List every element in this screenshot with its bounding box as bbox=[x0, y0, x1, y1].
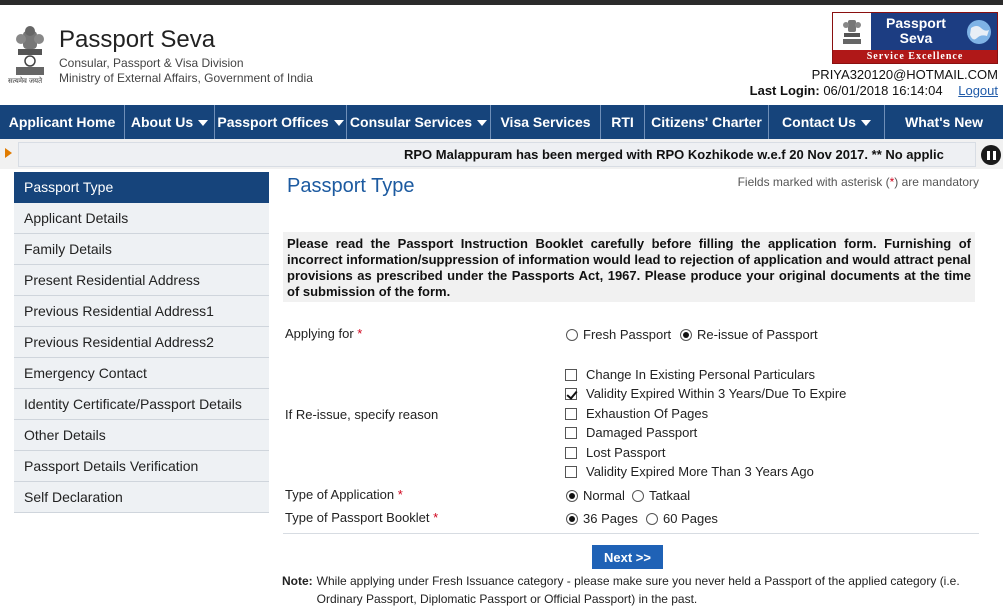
radio-button-selected[interactable] bbox=[680, 329, 692, 341]
nav-consular-services[interactable]: Consular Services bbox=[347, 105, 491, 139]
checkbox-checked[interactable] bbox=[565, 388, 577, 400]
reissue-reason-label: If Re-issue, specify reason bbox=[285, 407, 439, 422]
radio-button[interactable] bbox=[566, 329, 578, 341]
radio-reissue-passport[interactable]: Re-issue of Passport bbox=[680, 327, 818, 342]
last-login-label: Last Login: bbox=[749, 83, 820, 98]
news-ticker bbox=[0, 139, 1003, 169]
chevron-down-icon bbox=[861, 120, 871, 126]
radio-tatkaal[interactable]: Tatkaal bbox=[632, 488, 690, 503]
news-ticker-text: RPO Malappuram has been merged with RPO Kozhikode w.e.f 20 Nov 2017. ** No applic bbox=[404, 147, 944, 162]
application-type-label: Type of Application * bbox=[285, 487, 403, 502]
checkbox-lost-passport[interactable]: Lost Passport bbox=[565, 445, 666, 460]
sidebar-item-emergency-contact[interactable]: Emergency Contact bbox=[14, 358, 269, 389]
checkbox[interactable] bbox=[565, 466, 577, 478]
checkbox-validity-expired-within-3y[interactable]: Validity Expired Within 3 Years/Due To Expire bbox=[565, 386, 846, 401]
radio-button[interactable] bbox=[632, 490, 644, 502]
logo-line-seva: Seva bbox=[899, 30, 933, 46]
sidebar-item-passport-verification[interactable]: Passport Details Verification bbox=[14, 451, 269, 482]
site-subtitle-ministry: Ministry of External Affairs, Government of India bbox=[59, 71, 313, 85]
checkbox[interactable] bbox=[565, 447, 577, 459]
user-email: PRIYA320120@HOTMAIL.COM bbox=[811, 67, 998, 82]
nav-citizens-charter[interactable]: Citizens' Charter bbox=[645, 105, 769, 139]
checkbox[interactable] bbox=[565, 408, 577, 420]
logo-tagline: Service Excellence bbox=[866, 51, 964, 62]
chevron-down-icon bbox=[198, 120, 208, 126]
mandatory-note: Fields marked with asterisk (*) are mandatory bbox=[737, 175, 979, 189]
checkbox-validity-expired-over-3y[interactable]: Validity Expired More Than 3 Years Ago bbox=[565, 464, 814, 479]
nav-applicant-home[interactable]: Applicant Home bbox=[0, 105, 125, 139]
checkbox-exhaustion-of-pages[interactable]: Exhaustion Of Pages bbox=[565, 406, 708, 421]
logo-line-passport: Passport bbox=[886, 15, 946, 31]
top-bar bbox=[0, 0, 1003, 5]
sidebar-item-identity-certificate[interactable]: Identity Certificate/Passport Details bbox=[14, 389, 269, 420]
site-subtitle-division: Consular, Passport & Visa Division bbox=[59, 56, 244, 70]
radio-60-pages[interactable]: 60 Pages bbox=[646, 511, 718, 526]
logo-emblem-icon bbox=[833, 13, 871, 50]
radio-button[interactable] bbox=[646, 513, 658, 525]
next-button[interactable]: Next >> bbox=[592, 545, 663, 569]
form-steps-sidebar bbox=[14, 172, 269, 513]
play-arrow-icon bbox=[5, 148, 12, 158]
applying-for-label: Applying for * bbox=[285, 326, 363, 341]
nav-about-us[interactable]: About Us bbox=[125, 105, 215, 139]
sidebar-item-applicant-details[interactable]: Applicant Details bbox=[14, 203, 269, 234]
page-title: Passport Type bbox=[287, 175, 415, 197]
radio-button-selected[interactable] bbox=[566, 513, 578, 525]
nav-passport-offices[interactable]: Passport Offices bbox=[215, 105, 347, 139]
chevron-down-icon bbox=[477, 120, 487, 126]
last-login bbox=[750, 83, 998, 98]
site-title: Passport Seva bbox=[59, 26, 216, 53]
instructions-box: Please read the Passport Instruction Booklet carefully before filling the application form. Furnishing of incorrect information/suppression of information would lead to rejection of application and would attract penal provisions as prescribed under the Passports Act, 1967. Please produce your original documents at the time of submission of the form. bbox=[283, 232, 975, 302]
checkbox-damaged-passport[interactable]: Damaged Passport bbox=[565, 425, 697, 440]
radio-36-pages[interactable]: 36 Pages bbox=[566, 511, 638, 526]
checkbox-change-particulars[interactable]: Change In Existing Personal Particulars bbox=[565, 367, 815, 382]
sidebar-item-other-details[interactable]: Other Details bbox=[14, 420, 269, 451]
nav-visa-services[interactable]: Visa Services bbox=[491, 105, 601, 139]
nav-whats-new[interactable]: What's New bbox=[904, 114, 983, 130]
radio-normal[interactable]: Normal bbox=[566, 488, 625, 503]
radio-fresh-passport[interactable]: Fresh Passport bbox=[566, 327, 671, 342]
news-ticker-box bbox=[18, 142, 976, 167]
fresh-issuance-note: Note: While applying under Fresh Issuance category - please make sure you never held a Passport of the applied category (i.e. Ordinary Passport, Diplomatic Passport or Official Passport) in the past. bbox=[282, 574, 960, 606]
nav-rti[interactable]: RTI bbox=[601, 105, 645, 139]
logout-link[interactable]: Logout bbox=[958, 83, 998, 98]
sidebar-item-self-declaration[interactable]: Self Declaration bbox=[14, 482, 269, 513]
form-divider bbox=[283, 533, 979, 534]
globe-icon bbox=[961, 13, 997, 50]
chevron-down-icon bbox=[334, 120, 344, 126]
last-login-value: 06/01/2018 16:14:04 bbox=[823, 83, 943, 98]
sidebar-item-passport-type[interactable]: Passport Type bbox=[14, 172, 269, 203]
nav-contact-us[interactable]: Contact Us bbox=[769, 105, 885, 139]
national-emblem-icon bbox=[10, 25, 50, 89]
main-nav bbox=[0, 105, 1003, 139]
booklet-type-label: Type of Passport Booklet * bbox=[285, 510, 439, 525]
radio-button-selected[interactable] bbox=[566, 490, 578, 502]
sidebar-item-previous-address1[interactable]: Previous Residential Address1 bbox=[14, 296, 269, 327]
sidebar-item-previous-address2[interactable]: Previous Residential Address2 bbox=[14, 327, 269, 358]
pause-icon[interactable] bbox=[981, 145, 1001, 165]
checkbox[interactable] bbox=[565, 427, 577, 439]
emblem-caption: सत्यमेव जयते bbox=[8, 78, 43, 85]
checkbox[interactable] bbox=[565, 369, 577, 381]
sidebar-item-family-details[interactable]: Family Details bbox=[14, 234, 269, 265]
sidebar-item-present-address[interactable]: Present Residential Address bbox=[14, 265, 269, 296]
passport-seva-logo bbox=[832, 12, 998, 64]
